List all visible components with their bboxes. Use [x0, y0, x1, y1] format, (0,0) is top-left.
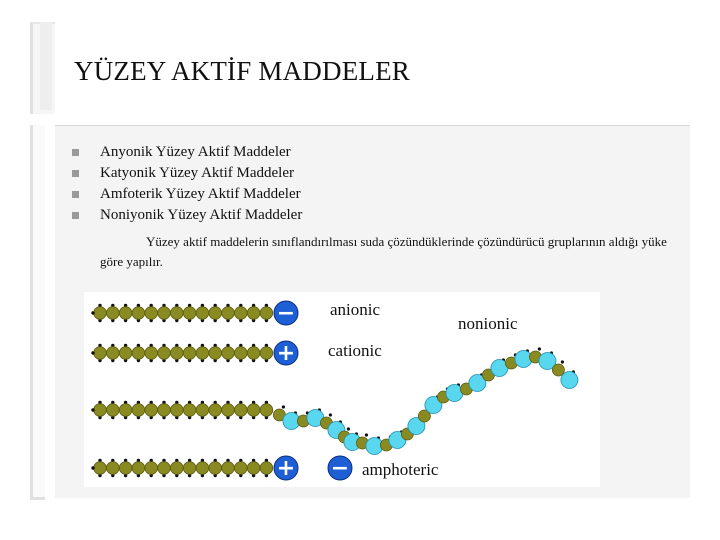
bullet-item — [72, 184, 302, 205]
tail-bead — [132, 307, 145, 320]
bullet-text: Anyonik Yüzey Aktif Maddeler — [100, 144, 291, 160]
slide-frame-top-inner — [40, 22, 52, 110]
hydrogen-dot — [329, 413, 332, 416]
surfactant-diagram-svg — [84, 292, 600, 487]
tail-bead — [235, 347, 248, 360]
tail-bead — [196, 462, 209, 475]
tail-bead — [132, 404, 145, 417]
tail-bead — [94, 404, 107, 417]
tail-bead — [94, 307, 107, 320]
tail-bead — [196, 404, 209, 417]
tail-bead — [171, 462, 184, 475]
hydrogen-dot — [91, 408, 94, 411]
anionic-charge-head-symbol: − — [276, 301, 296, 326]
tail-bead — [222, 307, 235, 320]
bullet-text: Amfoterik Yüzey Aktif Maddeler — [100, 186, 301, 202]
bullet-item — [72, 163, 302, 184]
tail-bead — [235, 404, 248, 417]
tail-bead — [107, 462, 120, 475]
tail-bead — [132, 347, 145, 360]
square-bullet-icon — [72, 149, 79, 156]
hydrogen-dot — [561, 360, 564, 363]
square-bullet-icon — [72, 191, 79, 198]
tail-bead — [222, 404, 235, 417]
tail-bead — [171, 347, 184, 360]
hydrogen-dot — [91, 466, 94, 469]
tail-bead — [260, 462, 273, 475]
tail-bead — [119, 347, 132, 360]
tail-bead — [171, 307, 184, 320]
tail-bead — [209, 404, 222, 417]
tail-bead — [260, 307, 273, 320]
tail-bead — [119, 307, 132, 320]
tail-bead — [94, 462, 107, 475]
tail-bead — [145, 307, 158, 320]
classification-note-text: Yüzey aktif maddelerin sınıflandırılması suda çözündüklerinde çözündürücü gruplarının aldığı yüke göre yapılır. — [100, 234, 667, 269]
slide-title: YÜZEY AKTİF MADDELER — [74, 56, 410, 86]
tail-bead — [107, 404, 120, 417]
tail-bead — [260, 404, 273, 417]
amphoteric-anion-head-symbol: − — [330, 456, 350, 481]
tail-bead — [247, 307, 260, 320]
tail-bead — [171, 404, 184, 417]
tail-bead — [235, 462, 248, 475]
tail-bead — [158, 404, 171, 417]
tail-bead — [209, 347, 222, 360]
square-bullet-icon — [72, 170, 79, 177]
bullet-text: Katyonik Yüzey Aktif Maddeler — [100, 165, 294, 181]
cationic-charge-head-symbol: + — [276, 341, 296, 366]
tail-bead — [119, 404, 132, 417]
surfactant-diagram — [84, 292, 600, 487]
hydrogen-dot — [365, 433, 368, 436]
tail-bead — [94, 347, 107, 360]
tail-bead — [247, 462, 260, 475]
hydrogen-dot — [91, 351, 94, 354]
bullet-text: Noniyonik Yüzey Aktif Maddeler — [100, 207, 303, 223]
cationic-label: cationic — [328, 341, 382, 360]
tail-bead — [209, 462, 222, 475]
bullet-item — [72, 142, 302, 163]
nonionic-label: nonionic — [458, 314, 518, 333]
tail-bead — [260, 347, 273, 360]
tail-bead — [183, 404, 196, 417]
amphoteric-label: amphoteric — [362, 460, 439, 479]
hydrogen-dot — [538, 347, 541, 350]
tail-bead — [222, 347, 235, 360]
tail-bead — [196, 307, 209, 320]
classification-note — [100, 232, 690, 272]
tail-bead — [119, 462, 132, 475]
tail-bead — [145, 462, 158, 475]
bullet-item — [72, 205, 302, 226]
tail-bead — [209, 307, 222, 320]
tail-bead — [132, 462, 145, 475]
square-bullet-icon — [72, 212, 79, 219]
hydrogen-dot — [282, 405, 285, 408]
hydrogen-dot — [91, 311, 94, 314]
tail-bead — [145, 347, 158, 360]
bullet-list — [72, 142, 302, 226]
linker-bead — [552, 364, 564, 376]
tail-bead — [222, 462, 235, 475]
tail-bead — [183, 347, 196, 360]
tail-bead — [183, 307, 196, 320]
slide-frame-left — [30, 125, 45, 500]
tail-bead — [107, 307, 120, 320]
tail-bead — [107, 347, 120, 360]
tail-bead — [235, 307, 248, 320]
tail-bead — [183, 462, 196, 475]
tail-bead — [158, 462, 171, 475]
tail-bead — [145, 404, 158, 417]
tail-bead — [247, 347, 260, 360]
tail-bead — [158, 347, 171, 360]
amphoteric-cation-head-symbol: + — [276, 456, 296, 481]
hydrogen-dot — [347, 427, 350, 430]
tail-bead — [247, 404, 260, 417]
tail-bead — [158, 307, 171, 320]
ethoxy-bead — [561, 372, 578, 389]
anionic-label: anionic — [330, 300, 381, 319]
tail-bead — [196, 347, 209, 360]
